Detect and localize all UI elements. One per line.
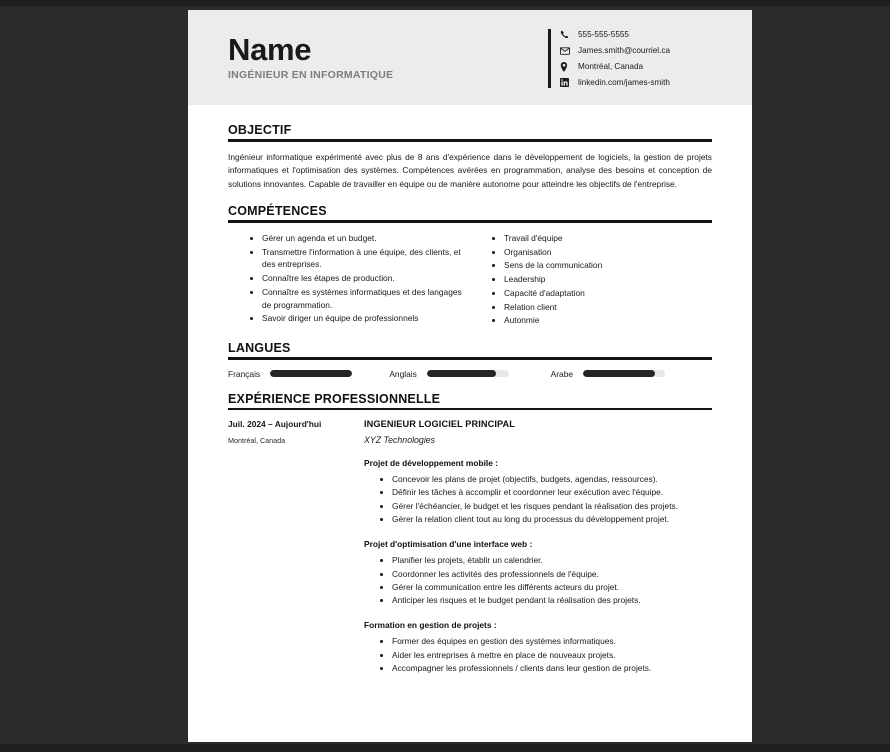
- languages-row: [228, 369, 712, 379]
- location-pin-icon: [560, 61, 573, 72]
- list-item: • Capacité d'adaptation: [504, 287, 712, 300]
- list-item: • Gérer un agenda et un budget.: [262, 232, 470, 245]
- section-competences: [228, 204, 712, 328]
- list-item: • Sens de la communication: [504, 259, 712, 272]
- list-item: • Gérer la relation client tout au long du processus du développement projet.: [392, 513, 712, 526]
- skills-column-right: [470, 232, 712, 328]
- list-item: • Anticiper les risques et le budget pendant la réalisation des projets.: [392, 594, 712, 607]
- section-experience: [228, 392, 712, 676]
- phone-icon: [560, 29, 573, 40]
- contact-email-value: James.smith@courriel.ca: [578, 46, 671, 55]
- list-item: • Travail d'équipe: [504, 232, 712, 245]
- linkedin-icon: [560, 77, 573, 88]
- list-item: • Relation client: [504, 301, 712, 314]
- contact-location: [560, 61, 670, 72]
- contact-block: [548, 29, 670, 88]
- language-label: Français: [228, 368, 261, 379]
- objective-paragraph: Ingénieur informatique expérimenté avec plus de 8 ans d'expérience dans le développement de logiciels, la gestion de projets informatiques et l'optimisation des systèmes. Compétences avérées en programmation, analyse des besoins et conception de solutions innovantes. Capable de travailler en équipe ou de manière autonome pour atteindre les objectifs de l'entreprise.: [228, 151, 712, 189]
- contact-phone-value: 555-555-5555: [578, 30, 629, 39]
- section-title-langues: LANGUES: [228, 341, 291, 356]
- contact-email: [560, 45, 670, 56]
- section-objectif: [228, 123, 712, 191]
- list-item: • Connaître les étapes de production.: [262, 272, 470, 285]
- experience-location: Montréal, Canada: [228, 436, 286, 446]
- spacer-top: [228, 105, 712, 123]
- skills-list-right: [470, 232, 712, 327]
- project-title: Formation en gestion de projets :: [364, 620, 497, 631]
- resume-page: [188, 10, 752, 742]
- list-item: • Définir les tâches à accomplir et coordonner leur exécution avec l'équipe.: [392, 486, 712, 499]
- list-item: • Concevoir les plans de projet (objectifs, budgets, agendas, ressources).: [392, 473, 712, 486]
- resume-header: [188, 10, 752, 105]
- spacer-langues-experience: [228, 379, 712, 392]
- language-label: Anglais: [389, 368, 417, 379]
- project-bullet-list: [364, 554, 712, 607]
- list-item: • Aider les entreprises à mettre en place de nouveaux projets.: [392, 649, 712, 662]
- experience-company: XYZ Technologies: [364, 435, 436, 446]
- language-item-francais: [228, 369, 389, 379]
- list-item: • Accompagner les professionnels / clients dans leur gestion de projets.: [392, 662, 712, 675]
- section-rule-langues: [228, 357, 712, 360]
- experience-main: [364, 419, 712, 675]
- section-langues: [228, 341, 712, 379]
- list-item: • Connaître es systèmes informatiques et des langages de programmation.: [262, 286, 470, 312]
- section-rule-experience: [228, 408, 712, 411]
- resume-body: [188, 105, 752, 675]
- section-title-experience: EXPÉRIENCE PROFESSIONNELLE: [228, 391, 441, 406]
- section-rule-objectif: [228, 139, 712, 142]
- project-block-web: [364, 539, 712, 607]
- contact-linkedin-value: linkedin.com/james-smith: [578, 78, 670, 87]
- candidate-name: Name: [228, 31, 312, 67]
- identity-block: [188, 31, 394, 82]
- list-item: • Planifier les projets, établir un calendrier.: [392, 554, 712, 567]
- project-title: Projet d'optimisation d'une interface web :: [364, 539, 533, 550]
- language-item-anglais: [389, 369, 550, 379]
- language-level-fill: [583, 370, 655, 377]
- language-level-bar: [427, 370, 509, 377]
- skills-column-left: [228, 232, 470, 328]
- list-item: • Gérer l'échéancier, le budget et les risques pendant la réalisation des projets.: [392, 500, 712, 513]
- contact-divider-rule: [548, 29, 551, 88]
- envelope-icon: [560, 45, 573, 56]
- spacer-objectif-competences: [228, 191, 712, 204]
- contact-phone: [560, 29, 670, 40]
- list-item: • Gérer la communication entre les différents acteurs du projet.: [392, 581, 712, 594]
- list-item: • Leadership: [504, 273, 712, 286]
- project-block-formation: [364, 620, 712, 675]
- language-item-arabe: [551, 369, 712, 379]
- list-item: • Autonmie: [504, 314, 712, 327]
- list-item: • Savoir diriger un équipe de professionnels: [262, 312, 470, 325]
- skills-columns: [228, 232, 712, 328]
- experience-meta: [228, 419, 364, 675]
- experience-entry: [228, 419, 712, 675]
- experience-role: INGENIEUR LOGICIEL PRINCIPAL: [364, 419, 516, 430]
- project-title: Projet de développement mobile :: [364, 458, 499, 469]
- list-item: • Former des équipes en gestion des systèmes informatiques.: [392, 635, 712, 648]
- list-item: • Organisation: [504, 246, 712, 259]
- language-level-fill: [270, 370, 352, 377]
- backdrop-top-bar: [0, 0, 890, 6]
- spacer-competences-langues: [228, 328, 712, 341]
- section-rule-competences: [228, 220, 712, 223]
- language-label: Arabe: [550, 368, 574, 379]
- list-item: • Coordonner les activités des professionnels de l'équipe.: [392, 568, 712, 581]
- contact-linkedin[interactable]: [560, 77, 670, 88]
- candidate-job-title: INGÉNIEUR EN INFORMATIQUE: [228, 69, 394, 82]
- language-level-fill: [427, 370, 497, 377]
- skills-list-left: [228, 232, 470, 325]
- contact-location-value: Montréal, Canada: [578, 62, 644, 71]
- list-item: • Transmettre l'information à une équipe, des clients, et des entreprises.: [262, 246, 470, 272]
- project-bullet-list: [364, 635, 712, 675]
- section-title-competences: COMPÉTENCES: [228, 204, 327, 219]
- section-title-objectif: OBJECTIF: [228, 123, 292, 137]
- experience-dates: Juil. 2024 – Aujourd'hui: [228, 419, 322, 430]
- language-level-bar: [270, 370, 352, 377]
- backdrop-bottom-bar: [0, 744, 890, 752]
- language-level-bar: [583, 370, 665, 377]
- contact-list: [560, 29, 670, 88]
- project-block-mobile: [364, 458, 712, 526]
- project-bullet-list: [364, 473, 712, 526]
